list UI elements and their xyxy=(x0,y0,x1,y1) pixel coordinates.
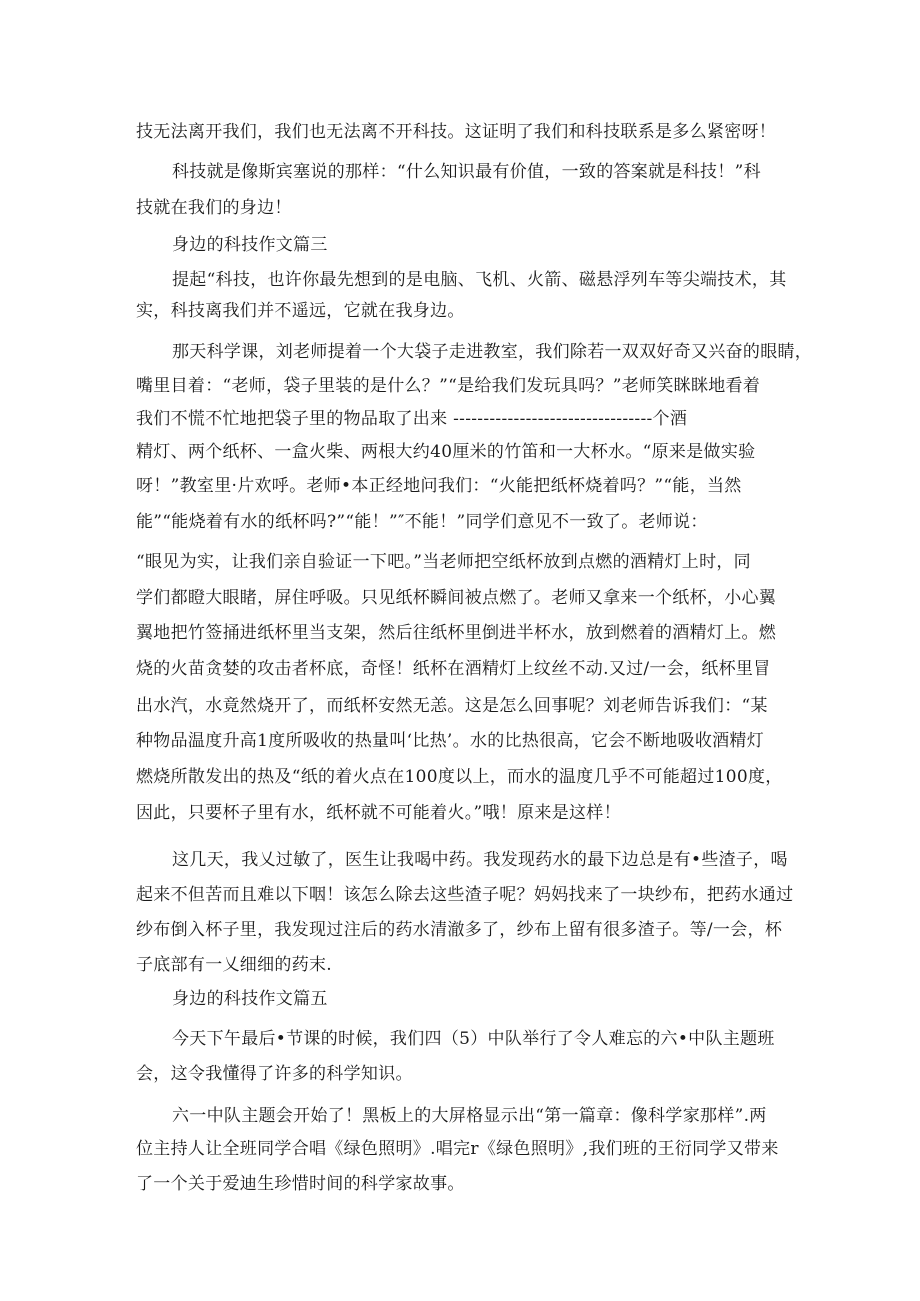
text-line: 技无法离开我们，我们也无法离不开科技。这证明了我们和科技联系是多么紧密呀！ xyxy=(136,122,777,142)
text-line: 我们不慌不忙地把袋子里的物品取了出来 ---------------------------------个酒 xyxy=(136,409,688,429)
text-line: 烧的火苗贪婪的攻击者杯底，奇怪！纸杯在酒精灯上纹丝不动.又过/一会，纸杯里冒 xyxy=(136,659,771,679)
text-line: 实，科技离我们并不遥远，它就在我身边。 xyxy=(136,301,465,321)
text-line: 燃烧所散发出的热及“纸的着火点在100度以上，而水的温度几乎不可能超过100度， xyxy=(136,767,783,787)
text-line: 精灯、两个纸杯、一盒火柴、两根大约40厘米的竹笛和一大杯水。“原来是做实验 xyxy=(136,442,756,462)
text-line: 因此，只要杯子里有水，纸杯就不可能着火。”哦！原来是这样！ xyxy=(136,803,621,823)
text-line: “眼见为实，让我们亲自验证一下吧。”当老师把空纸杯放到点燃的酒精灯上时，同 xyxy=(136,552,751,572)
text-line: 位主持人让全班同学合唱《绿色照明》.唱完r《绿色照明》,我们班的王衍同学又带来 xyxy=(136,1139,779,1159)
text-line: 起来不但苦而且难以下咽！该怎么除去这些渣子呢？妈妈找来了一块纱布，把药水通过 xyxy=(136,885,794,905)
text-line: 六一中队主题会开始了！黑板上的大屏格显示出“第一篇章：像科学家那样”.两 xyxy=(172,1106,767,1126)
text-line: 纱布倒入杯子里，我发现过注后的药水清澈多了，纱布上留有很多渣子。等/一会，杯 xyxy=(136,920,783,940)
text-line: 会，这令我懂得了许多的科学知识。 xyxy=(136,1064,413,1084)
text-line: 提起“科技，也许你最先想到的是电脑、飞机、火箭、磁悬浮列车等尖端技术，其 xyxy=(172,270,787,290)
text-line: 了一个关于爱迪生珍惜时间的科学家故事。 xyxy=(136,1174,465,1194)
text-line: 今天下午最后•节课的时候，我们四（5）中队举行了令人难忘的六•中队主题班 xyxy=(172,1029,775,1049)
section-heading: 身边的科技作文篇五 xyxy=(172,989,328,1009)
text-line: 翼地把竹签捅进纸杯里当支架，然后往纸杯里倒进半杯水，放到燃着的酒精灯上。燃 xyxy=(136,623,777,643)
text-line: 能”“能烧着有水的纸杯吗?”“能！”″不能！”同学们意见不一致了。老师说： xyxy=(136,512,708,532)
text-line: 种物品温度升高1度所吸收的热量叫‘比热’。水的比热很高，它会不断地吸收酒精灯 xyxy=(136,731,765,751)
text-line: 出水汽，水竟然烧开了，而纸杯安然无恙。这是怎么回事呢？刘老师告诉我们：“某 xyxy=(136,696,768,716)
section-heading: 身边的科技作文篇三 xyxy=(172,235,328,255)
text-line: 呀！”教室里·片欢呼。老师•本正经地问我们：“火能把纸杯烧着吗？”“能，当然 xyxy=(136,476,742,496)
text-line: 这几天，我乂过敏了，医生让我喝中药。我发现药水的最下边总是有•些渣子，喝 xyxy=(172,850,788,870)
text-line: 技就在我们的身边！ xyxy=(136,198,292,218)
text-line: 嘴里目着：“老师，袋子里装的是什么？”“是给我们发玩具吗？”老师笑眯眯地看着 xyxy=(136,376,761,396)
text-line: 科技就是像斯宾塞说的那样：“什么知识最有价值，一致的答案就是科技！”科 xyxy=(172,162,761,182)
text-line: 那天科学课，刘老师提着一个大袋子走进教室，我们除若一双双好奇又兴奋的眼睛， xyxy=(172,342,813,362)
text-line: 子底部有一乂细细的药末. xyxy=(136,955,333,975)
text-line: 学们都瞪大眼睹，屏住呼吸。只见纸杯瞬间被点燃了。老师又拿来一个纸杯，小心翼 xyxy=(136,588,777,608)
